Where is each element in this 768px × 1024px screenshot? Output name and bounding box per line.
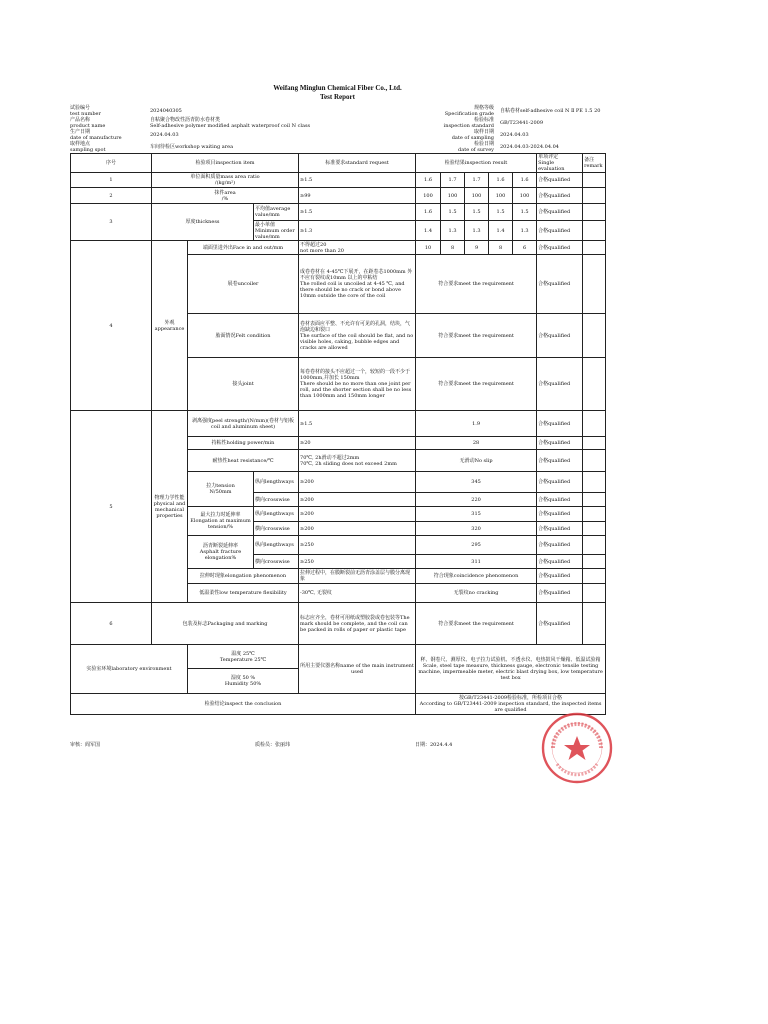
row-result: 符合要求meet the requirement xyxy=(416,603,537,645)
single-eval: 合格qualified xyxy=(537,472,583,493)
row-request: ≥200 xyxy=(299,507,416,522)
header-no: 序号 xyxy=(71,154,152,173)
remark-cell xyxy=(583,507,606,522)
conclusion-label: 检验结论inspect the conclusion xyxy=(71,694,416,715)
row-sub-item: 端面里进外出Face in and out/mm xyxy=(188,241,299,255)
result-value: 1.3 xyxy=(513,221,537,241)
result-value: 1.5 xyxy=(489,204,513,221)
row-request: 不得超过20 not more than 20 xyxy=(299,241,416,255)
row-request: 70℃, 2h滑动不超过2mm 70℃, 2h sliding does not exceed 2mm xyxy=(299,450,416,472)
single-eval: 合格qualified xyxy=(537,173,583,188)
remark-cell xyxy=(583,584,606,603)
result-value: 8 xyxy=(441,241,465,255)
result-value: 100 xyxy=(489,188,513,204)
row-result: 345 xyxy=(416,472,537,493)
header-single-eval: 单项评定 Single evaluation xyxy=(537,154,583,173)
report-footer xyxy=(70,741,605,748)
standard-label: 检验标准 inspection standard xyxy=(443,117,494,129)
report-date: 日期：2024.4.4 xyxy=(415,742,453,748)
row-sub-item: 平均值average value/mm xyxy=(254,204,299,221)
header-result: 检验结果inspection result xyxy=(416,154,537,173)
row-request: -30℃, 无裂纹 xyxy=(299,584,416,603)
approver: 审核：阎军国 xyxy=(70,742,101,748)
row-no: 4 xyxy=(71,241,152,411)
result-value: 8 xyxy=(489,241,513,255)
instrument-label: 所用主要仪器名称name of the main instrument used xyxy=(299,645,416,694)
row-no: 5 xyxy=(71,411,152,603)
result-value: 100 xyxy=(441,188,465,204)
result-value: 1.7 xyxy=(441,173,465,188)
date-manufacture-label: 生产日期 date of manufacture xyxy=(70,129,122,141)
row-request: ≥200 xyxy=(299,522,416,536)
test-number: 2024040305 xyxy=(150,108,182,114)
conclusion-row xyxy=(71,694,606,715)
row-sub-item: 持粘性holding power/min xyxy=(188,437,299,450)
product-name: 自粘聚合物改性沥青防水卷材类 Self-adhesive polymer modified asphalt waterproof coil N class xyxy=(150,117,311,129)
row-request: 每卷卷材的接头不应超过一个，较短的一段不少于 1000mm,并加长 150mm There should be no more than one joint per roll, and the shorter section shall be no less than 1000mm and 150mm longer xyxy=(299,358,416,411)
result-value: 1.3 xyxy=(465,221,489,241)
single-eval: 合格qualified xyxy=(537,411,583,437)
sampling-date-label: 取样日期 date of sampling xyxy=(451,129,494,141)
row-result: 220 xyxy=(416,493,537,507)
table-row xyxy=(71,188,606,204)
header-remark: 备注 remark xyxy=(583,154,606,173)
product-name-label: 产品名称 product name xyxy=(70,117,106,129)
row-item: 外观 appearance xyxy=(152,241,188,411)
remark-cell xyxy=(583,472,606,493)
standard-value: GB/T23441-2009 xyxy=(500,120,544,126)
result-value: 100 xyxy=(465,188,489,204)
row-sub-item: 胎面情况Felt condition xyxy=(188,314,299,358)
remark-cell xyxy=(583,493,606,507)
sampling-spot-label: 取样地点 sampling spot xyxy=(70,141,106,153)
single-eval: 合格qualified xyxy=(537,603,583,645)
row-request: ≥1.5 xyxy=(299,411,416,437)
result-value: 1.4 xyxy=(416,221,441,241)
single-eval: 合格qualified xyxy=(537,584,583,603)
row-request: 成卷卷材在 4-45℃下展开，在距卷芯1000mm 外不应有裂纹或10mm 以上的中粘结 The rolled coil is uncoiled at 4-45 ℃, and there should be no crack or bond above 10mm outside the core of the coil xyxy=(299,255,416,314)
result-value: 1.3 xyxy=(441,221,465,241)
single-eval: 合格qualified xyxy=(537,555,583,569)
row-result: 311 xyxy=(416,555,537,569)
result-value: 10 xyxy=(416,241,441,255)
result-value: 1.7 xyxy=(465,173,489,188)
row-request: 标志应齐全，卷材可用纸或塑胶袋或卷包装等The mark should be complete, and the coil can be packed in rolls of paper or plastic tape xyxy=(299,603,416,645)
single-eval: 合格qualified xyxy=(537,221,583,241)
header-request: 标准要求standard request xyxy=(299,154,416,173)
row-request: 拉伸过程中，在膜断裂前无沥青涂盖层与膜分离现象 xyxy=(299,569,416,584)
remark-cell xyxy=(583,569,606,584)
result-value: 1.5 xyxy=(465,204,489,221)
single-eval: 合格qualified xyxy=(537,241,583,255)
row-result: 315 xyxy=(416,507,537,522)
remark-cell xyxy=(583,437,606,450)
single-eval: 合格qualified xyxy=(537,450,583,472)
row-direction: 纵向lengthways xyxy=(254,536,299,555)
row-item: 单位面积质量mass area ratio /(kg/m²) xyxy=(152,173,299,188)
remark-cell xyxy=(583,241,606,255)
remark-cell xyxy=(583,522,606,536)
company-seal-stamp xyxy=(541,712,613,784)
row-request: ≥1.3 xyxy=(299,221,416,241)
instrument-list: 秤、钢卷尺、测厚仪、电子拉力试验机、不透水仪、电热鼓风干燥箱、低温试验箱 Scale, steel tape measure, thickness gauge, electronic tensile testing machine, impermeable meter, electric blast drying box, low temperature test box xyxy=(416,645,606,694)
env-label: 实验室环境laboratory environment xyxy=(71,645,188,694)
remark-cell xyxy=(583,221,606,241)
survey-date-label: 检验日期 date of survey xyxy=(458,141,494,153)
row-no: 1 xyxy=(71,173,152,188)
row-result: 320 xyxy=(416,522,537,536)
remark-cell xyxy=(583,603,606,645)
result-value: 100 xyxy=(416,188,441,204)
row-request: ≥1.5 xyxy=(299,173,416,188)
inspector: 质检员：张丽玮 xyxy=(255,742,291,748)
row-sub-item: 拉力tension N/50mm xyxy=(188,472,254,507)
row-result: 28 xyxy=(416,437,537,450)
row-result: 符合要求meet the requirement xyxy=(416,255,537,314)
single-eval: 合格qualified xyxy=(537,255,583,314)
table-row xyxy=(71,411,606,437)
row-request: ≥250 xyxy=(299,555,416,569)
remark-cell xyxy=(583,314,606,358)
single-eval: 合格qualified xyxy=(537,437,583,450)
report-header-info xyxy=(70,105,605,153)
result-value: 1.6 xyxy=(416,173,441,188)
row-sub-item: 剥离强度peel strength/(N/mm)(卷材与铝板coil and aluminum sheet) xyxy=(188,411,299,437)
row-result: 符合要求meet the requirement xyxy=(416,314,537,358)
date-manufacture: 2024.04.03 xyxy=(150,132,179,138)
result-value: 9 xyxy=(465,241,489,255)
result-value: 6 xyxy=(513,241,537,255)
row-sub-item: 耐热性heat resistance/℃ xyxy=(188,450,299,472)
row-direction: 纵向lengthways xyxy=(254,472,299,493)
row-direction: 横向crosswise xyxy=(254,555,299,569)
remark-cell xyxy=(583,411,606,437)
row-result: 1.9 xyxy=(416,411,537,437)
row-direction: 横向crosswise xyxy=(254,522,299,536)
row-result: 无裂纹no cracking xyxy=(416,584,537,603)
remark-cell xyxy=(583,450,606,472)
single-eval: 合格qualified xyxy=(537,358,583,411)
table-row xyxy=(71,241,606,255)
row-sub-item: 低温柔性low temperature flexibility xyxy=(188,584,299,603)
single-eval: 合格qualified xyxy=(537,204,583,221)
single-eval: 合格qualified xyxy=(537,536,583,555)
single-eval: 合格qualified xyxy=(537,188,583,204)
row-sub-item: 最小单值 Minimum order value/mm xyxy=(254,221,299,241)
survey-date: 2024.04.03-2024.04.04 xyxy=(500,144,559,150)
row-request: ≥250 xyxy=(299,536,416,555)
remark-cell xyxy=(583,536,606,555)
row-result: 无滑动No slip xyxy=(416,450,537,472)
test-number-label: 试验编号 test number xyxy=(70,105,101,117)
row-sub-item: 拉伸时现象elongation phenomenon xyxy=(188,569,299,584)
remark-cell xyxy=(583,173,606,188)
row-request: ≥200 xyxy=(299,472,416,493)
remark-cell xyxy=(583,188,606,204)
row-request: ≥99 xyxy=(299,188,416,204)
single-eval: 合格qualified xyxy=(537,507,583,522)
table-header-row xyxy=(71,154,606,173)
remark-cell xyxy=(583,358,606,411)
single-eval: 合格qualified xyxy=(537,522,583,536)
row-result: 295 xyxy=(416,536,537,555)
env-row xyxy=(71,645,606,669)
result-value: 1.6 xyxy=(513,173,537,188)
remark-cell xyxy=(583,555,606,569)
result-value: 1.5 xyxy=(513,204,537,221)
sampling-spot: 车间待检区workshop waiting area xyxy=(150,144,234,150)
company-name: Weifang Minglun Chemical Fiber Co., Ltd. xyxy=(273,84,402,92)
row-result: 符合现象coincidence phenomenon xyxy=(416,569,537,584)
result-value: 1.5 xyxy=(441,204,465,221)
row-item: 包装及标志Packaging and marking xyxy=(152,603,299,645)
spec-value: 自粘卷材self-adhesive coil N Ⅱ PE 1.5 20 xyxy=(500,108,601,114)
row-sub-item: 接头joint xyxy=(188,358,299,411)
row-request: ≥200 xyxy=(299,493,416,507)
table-row xyxy=(71,204,606,221)
single-eval: 合格qualified xyxy=(537,569,583,584)
result-value: 1.4 xyxy=(489,221,513,241)
row-sub-item: 沥青断裂延伸率 Asphalt fracture elongation% xyxy=(188,536,254,569)
row-item: 厚度thickness xyxy=(152,204,254,241)
single-eval: 合格qualified xyxy=(537,493,583,507)
row-direction: 横向crosswise xyxy=(254,493,299,507)
row-no: 3 xyxy=(71,204,152,241)
row-no: 6 xyxy=(71,603,152,645)
env-temperature: 温度 25℃ Temperature 25℃ xyxy=(188,645,299,669)
row-sub-item: 最大拉力时延伸率 Elongation at maximum tension/% xyxy=(188,507,254,536)
result-value: 100 xyxy=(513,188,537,204)
remark-cell xyxy=(583,204,606,221)
row-item: 抹件area /% xyxy=(152,188,299,204)
report-page xyxy=(70,84,605,715)
row-request: ≥1.5 xyxy=(299,204,416,221)
row-result: 符合要求meet the requirement xyxy=(416,358,537,411)
inspection-table xyxy=(70,153,606,715)
row-item: 物理力学性能physical and mechanical properties xyxy=(152,411,188,603)
spec-label: 规格等级 Specification grade xyxy=(444,105,494,117)
row-sub-item: 展卷uncoiler xyxy=(188,255,299,314)
sampling-date: 2024.04.03 xyxy=(500,132,529,138)
row-direction: 纵向lengthways xyxy=(254,507,299,522)
header-item: 检验项目inspection item xyxy=(152,154,299,173)
env-humidity: 湿度 50 % Humidity 50% xyxy=(188,669,299,694)
result-value: 1.6 xyxy=(416,204,441,221)
remark-cell xyxy=(583,255,606,314)
table-row xyxy=(71,173,606,188)
report-title: Test Report xyxy=(320,93,355,101)
row-request: ≥20 xyxy=(299,437,416,450)
row-request: 卷材表面应平整、不允许有可见的孔洞，结块，气泡缺边和裂口 The surface of the coil should be flat, and no visible holes, caking, bubble edges and cracks are allowed xyxy=(299,314,416,358)
table-row xyxy=(71,603,606,645)
row-no: 2 xyxy=(71,188,152,204)
result-value: 1.6 xyxy=(489,173,513,188)
single-eval: 合格qualified xyxy=(537,314,583,358)
conclusion-text: 按GB/T23441-2009检验标准，所检项目合格 According to GB/T23441-2009 inspection standard, the inspected items are qualified xyxy=(416,694,606,715)
